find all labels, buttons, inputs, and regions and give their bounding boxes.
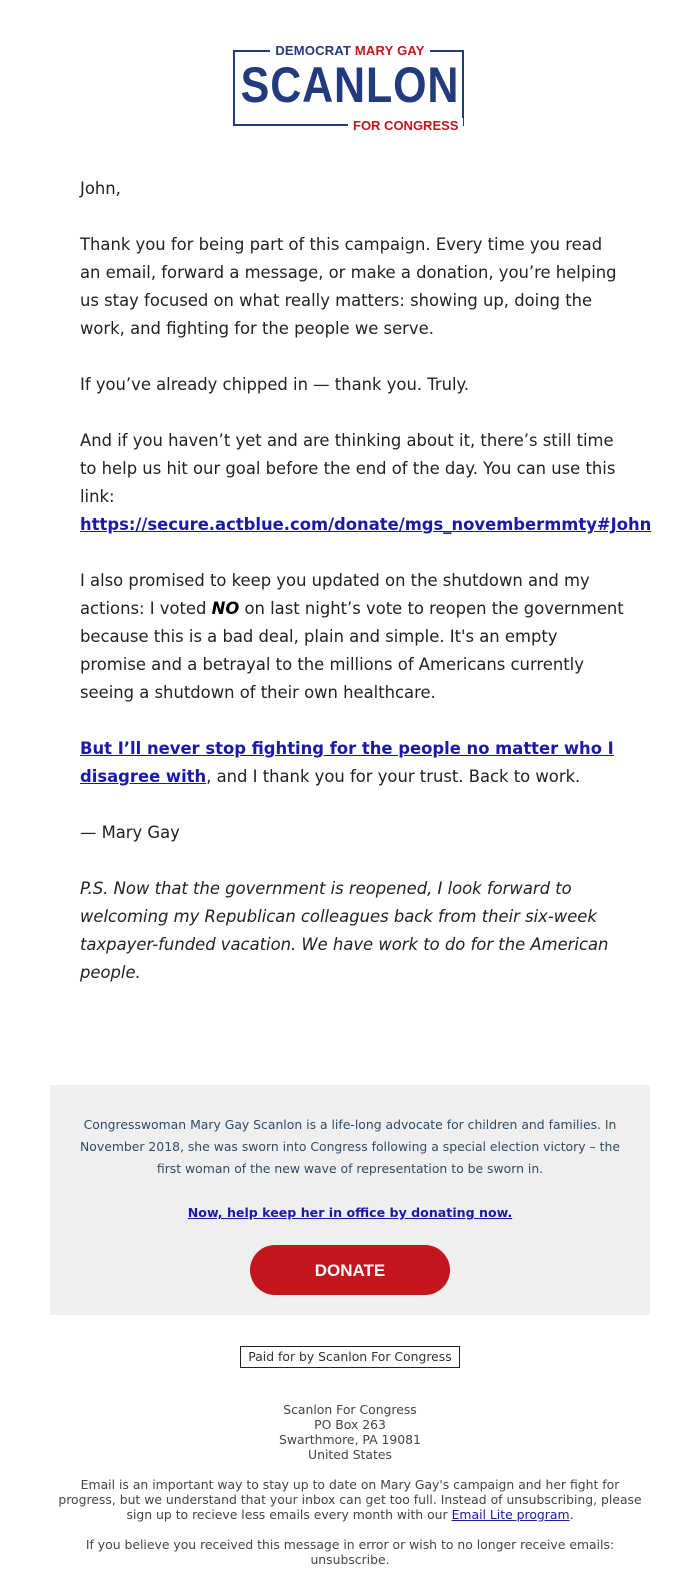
paragraph-goal xyxy=(80,427,652,539)
paragraph-fighting xyxy=(80,735,625,791)
shutdown-text-before: I also promised to keep you updated on the shutdown and my actions: I voted xyxy=(80,571,590,618)
paragraph-thanks: Thank you for being part of this campaign. Every time you read an email, forward a message, or make a donation, you’re helping us stay focused on what really matters: showing up, doing the work, and fighting for the people we serve. xyxy=(80,235,617,338)
email-note-period: . xyxy=(569,1507,574,1522)
unsubscribe-note xyxy=(55,1537,645,1567)
fighting-text-after: , and I thank you for your trust. Back to work. xyxy=(206,767,581,786)
never-stop-fighting-link[interactable]: But I’ll never stop fighting for the people no matter who I disagree with xyxy=(80,739,614,786)
address-line-org: Scanlon For Congress xyxy=(283,1402,417,1417)
bio-text: Congresswoman Mary Gay Scanlon is a life-long advocate for children and families. In November 2018, she was sworn into Congress following a special election victory – the first woman of the new wave of representation to be sworn in. xyxy=(80,1117,620,1176)
address-line-country: United States xyxy=(308,1447,392,1462)
email-lite-note xyxy=(55,1477,645,1522)
campaign-logo xyxy=(0,40,700,140)
vote-no-emphasis: NO xyxy=(211,599,240,618)
greeting: John, xyxy=(80,179,121,198)
postscript-text: P.S. Now that the government is reopened, I look forward to welcoming my Republican colleagues back from their six-week taxpayer-funded vacation. We have work to do for the American people. xyxy=(80,879,609,982)
paid-for-disclaimer: Paid for by Scanlon For Congress xyxy=(240,1346,460,1368)
unsubscribe-link[interactable]: unsubscribe. xyxy=(310,1552,390,1567)
logo-democrat: DEMOCRAT xyxy=(275,43,352,58)
help-keep-office xyxy=(50,1204,650,1222)
help-donate-link[interactable]: Now, help keep her in office by donating now. xyxy=(187,1205,513,1220)
logo-mary-gay: MARY GAY xyxy=(354,43,425,58)
paragraph-goal-text: And if you haven’t yet and are thinking about it, there’s still time to help us hit our goal before the end of the day. You can use this link: xyxy=(80,431,616,506)
email-lite-link[interactable]: Email Lite program xyxy=(451,1507,570,1522)
email-note-text: Email is an important way to stay up to date on Mary Gay's campaign and her fight for progress, but we understand that your inbox can get too full. Instead of unsubscribing, please sign up to recieve less emails every month with our xyxy=(58,1477,642,1522)
donation-panel xyxy=(50,1085,650,1315)
paragraph-chipped-in: If you’ve already chipped in — thank you. Truly. xyxy=(80,375,470,394)
logo-scanlon: SCANLON xyxy=(240,57,460,113)
paragraph-shutdown xyxy=(80,567,625,707)
mailing-address xyxy=(0,1402,700,1462)
logo-for-congress: FOR CONGRESS xyxy=(348,118,463,134)
donate-button[interactable]: DONATE xyxy=(250,1245,450,1295)
address-line-city: Swarthmore, PA 19081 xyxy=(279,1432,421,1447)
postscript xyxy=(80,875,625,987)
letter-body xyxy=(80,175,652,1015)
address-line-pobox: PO Box 263 xyxy=(314,1417,386,1432)
signoff: — Mary Gay xyxy=(80,823,180,842)
donate-url-link[interactable]: https://secure.actblue.com/donate/mgs_novembermmty#John xyxy=(80,515,652,534)
shutdown-text-after: on last night’s vote to reopen the government because this is a bad deal, plain and simple. It's an empty promise and a betrayal to the millions of Americans currently seeing a shutdown of their own healthcare. xyxy=(80,599,624,702)
unsubscribe-text: If you believe you received this message in error or wish to no longer receive emails: xyxy=(85,1537,615,1552)
